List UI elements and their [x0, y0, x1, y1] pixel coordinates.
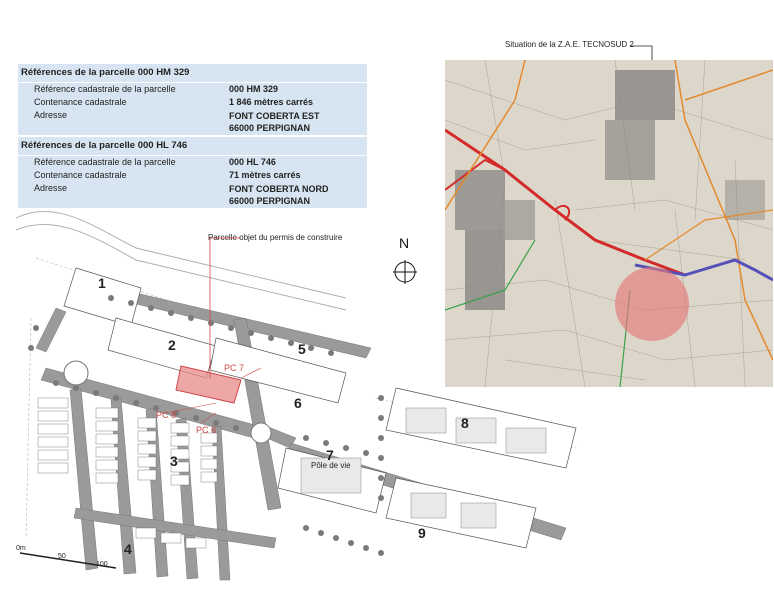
scale-label: 100 — [96, 561, 108, 568]
parcel-title: Références de la parcelle 000 HL 746 — [18, 137, 367, 156]
row-value: 71 mètres carrés — [229, 170, 301, 180]
row-value: 000 HL 746 — [229, 157, 276, 167]
row-label: Adresse — [34, 110, 68, 120]
lot-number-8: 8 — [461, 415, 469, 431]
row-label: Contenance cadastrale — [34, 170, 127, 180]
address-line: 66000 PERPIGNAN — [229, 123, 311, 133]
lot-number-7: 7 — [326, 447, 334, 463]
row-value: 000 HM 329 — [229, 84, 279, 94]
north-label: N — [399, 235, 410, 251]
row-label: Contenance cadastrale — [34, 97, 127, 107]
lot-number-2: 2 — [168, 337, 176, 353]
address-line: 66000 PERPIGNAN — [229, 196, 311, 206]
lot-number-1: 1 — [98, 275, 106, 291]
parcel-callout-label: Parcelle objet du permis de construire — [208, 233, 343, 242]
scale-label: 50 — [58, 553, 66, 560]
lot-number-9: 9 — [418, 525, 426, 541]
pc-label-6: PC 6 — [196, 425, 217, 435]
row-label: Référence cadastrale de la parcelle — [34, 157, 176, 167]
lot-number-5: 5 — [298, 341, 306, 357]
scale-label: 0m — [16, 545, 26, 552]
pc-label-8: PC 8 — [156, 410, 177, 420]
row-label: Adresse — [34, 183, 68, 193]
pole-label: Pôle de vie — [311, 461, 351, 470]
master-plan — [16, 208, 582, 582]
row-label: Référence cadastrale de la parcelle — [34, 84, 176, 94]
location-label: Situation de la Z.A.E. TECNOSUD 2 — [505, 40, 634, 49]
address-line: FONT COBERTA NORD — [229, 184, 329, 194]
row-value: 1 846 mètres carrés — [229, 97, 314, 107]
address-line: FONT COBERTA EST — [229, 111, 320, 121]
parcel-title: Références de la parcelle 000 HM 329 — [18, 64, 367, 83]
lot-number-4: 4 — [124, 541, 132, 557]
scale-bar — [16, 545, 116, 568]
lot-number-6: 6 — [294, 395, 302, 411]
lot-number-3: 3 — [170, 453, 178, 469]
pc-label-7: PC 7 — [224, 363, 245, 373]
